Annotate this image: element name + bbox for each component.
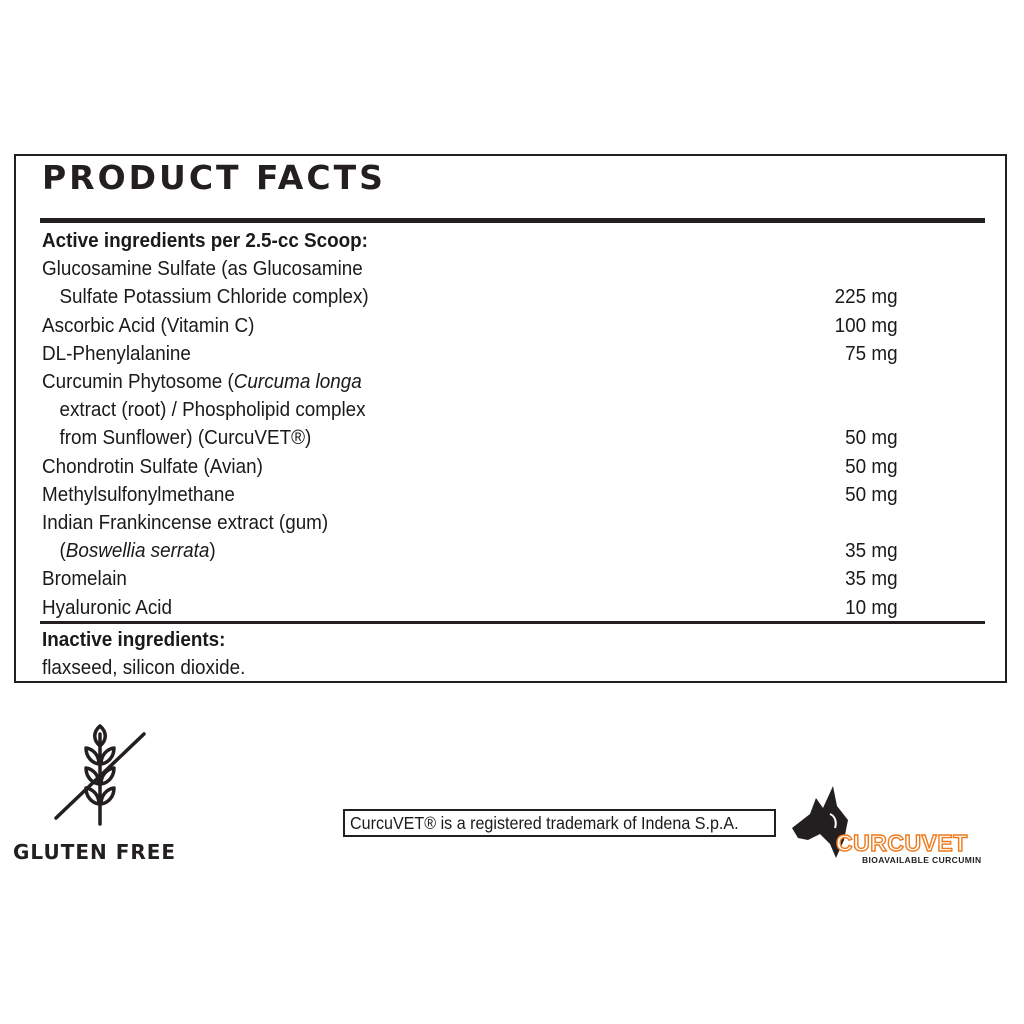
- ingredient-name-continued: Sulfate Potassium Chloride complex): [59, 285, 369, 309]
- ingredient-name: Ascorbic Acid (Vitamin C): [42, 313, 255, 337]
- ingredient-name-part: ): [209, 539, 216, 563]
- ingredient-row: [42, 481, 898, 509]
- ingredient-row: [42, 565, 898, 593]
- ingredient-row: [42, 453, 898, 481]
- inactive-divider: [40, 621, 985, 624]
- ingredient-amount: 35 mg: [845, 567, 898, 591]
- ingredient-row: [42, 312, 898, 340]
- ingredient-name-part: Curcumin Phytosome (: [42, 370, 234, 394]
- active-ingredients-header: Active ingredients per 2.5-cc Scoop:: [42, 229, 368, 252]
- ingredient-amount: 50 mg: [845, 454, 898, 478]
- ingredient-name: Methylsulfonylmethane: [42, 482, 235, 506]
- ingredient-amount: 225 mg: [834, 285, 898, 309]
- ingredient-latin-name: Boswellia serrata: [65, 539, 210, 563]
- ingredient-row: [42, 594, 898, 622]
- ingredient-name: Indian Frankincense extract (gum): [42, 511, 329, 535]
- ingredient-name: DL-Phenylalanine: [42, 341, 191, 365]
- trademark-notice: [343, 809, 776, 837]
- ingredient-name-continued: from Sunflower) (CurcuVET®): [59, 426, 312, 450]
- inactive-ingredients-text: flaxseed, silicon dioxide.: [42, 656, 246, 679]
- ingredient-row: [42, 255, 898, 311]
- ingredient-amount: 10 mg: [845, 595, 898, 619]
- ingredient-row: [42, 368, 898, 453]
- curcuvet-tagline: BIOAVAILABLE CURCUMIN: [862, 855, 982, 865]
- ingredient-name: [42, 368, 366, 396]
- gluten-free-label: GLUTEN FREE: [13, 840, 177, 864]
- ingredient-name-continued: [42, 537, 328, 565]
- active-ingredients-list: [42, 227, 898, 622]
- curcuvet-logo: [790, 784, 1020, 865]
- inactive-ingredients-header: Inactive ingredients:: [42, 628, 226, 651]
- product-facts-title: PRODUCT FACTS: [42, 158, 386, 197]
- ingredient-amount: 35 mg: [845, 539, 898, 563]
- ingredient-amount: 50 mg: [845, 426, 898, 450]
- inactive-ingredients: [42, 626, 870, 682]
- ingredient-amount: 75 mg: [845, 341, 898, 365]
- ingredient-name: Glucosamine Sulfate (as Glucosamine: [42, 257, 363, 281]
- ingredient-amount: 100 mg: [834, 313, 898, 337]
- product-facts-panel: [14, 154, 1007, 683]
- ingredient-amount: 50 mg: [845, 482, 898, 506]
- ingredient-row: [42, 509, 898, 565]
- title-divider: [40, 218, 985, 223]
- wheat-crossed-icon: [52, 724, 148, 828]
- ingredient-name: Hyaluronic Acid: [42, 595, 172, 619]
- ingredient-name-part: (: [59, 539, 66, 563]
- curcuvet-wordmark: CURCUVET: [836, 830, 968, 856]
- ingredient-row: [42, 340, 898, 368]
- trademark-notice-text: CurcuVET® is a registered trademark of Indena S.p.A.: [350, 813, 739, 833]
- ingredient-name: Chondrotin Sulfate (Avian): [42, 454, 263, 478]
- ingredient-name: Bromelain: [42, 567, 127, 591]
- ingredient-latin-name: Curcuma longa: [233, 370, 362, 394]
- ingredient-name-continued: extract (root) / Phospholipid complex: [59, 398, 366, 422]
